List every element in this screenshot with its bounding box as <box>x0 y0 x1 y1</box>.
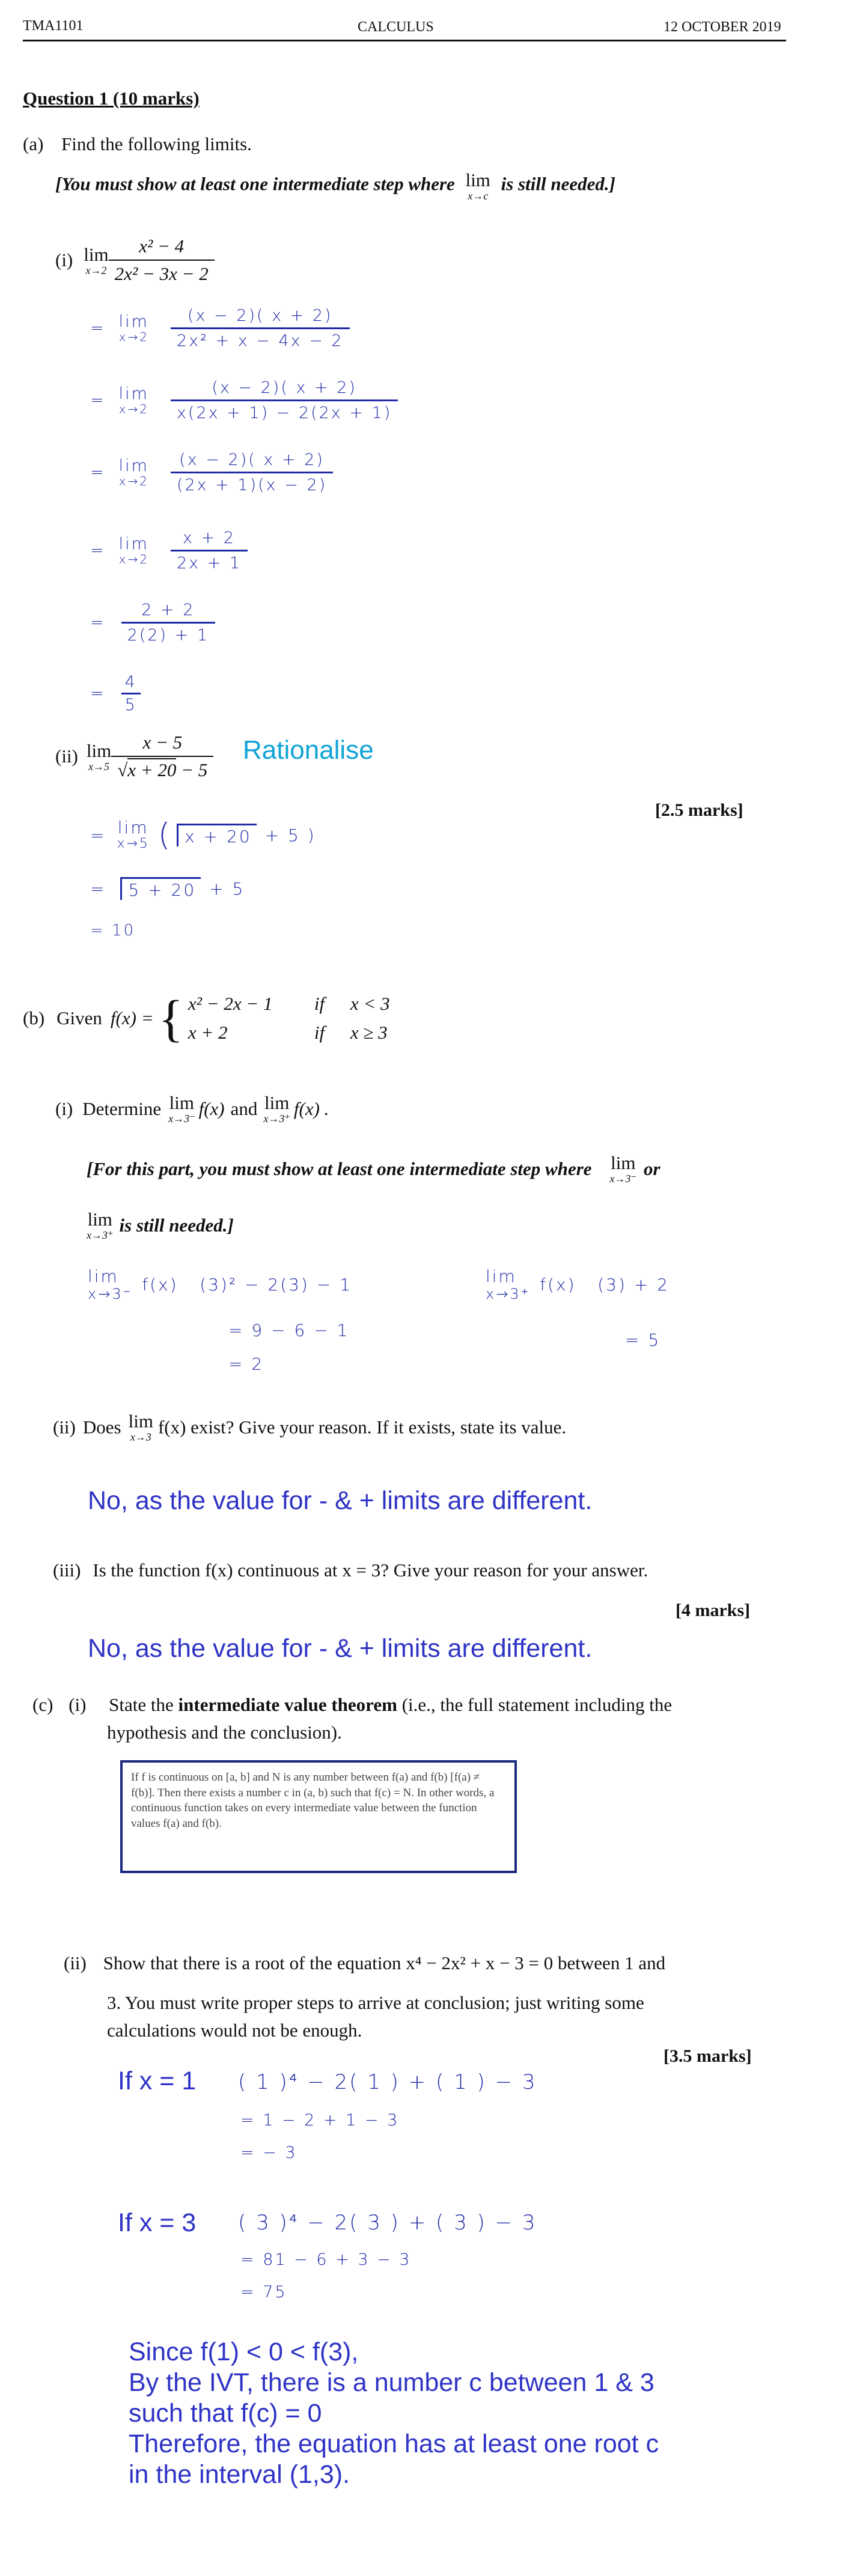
part-a-i-problem <box>55 235 215 285</box>
part-c-ii-line2: 3. You must write proper steps to arrive at conclusion; just writing some <box>107 1992 644 2013</box>
part-c-ii-line3: calculations would not be enough. <box>107 2020 362 2041</box>
part-b-given: (b) Given f(x) = { x² − 2x − 1 if x < 3 x + 2 if x ≥ 3 <box>23 992 422 1044</box>
instruction-text: [You must show at least one intermediate step where <box>55 173 455 195</box>
case1-expr: ( 1 )⁴ − 2( 1 ) + ( 1 ) − 3 <box>238 2070 537 2094</box>
course-code: TMA1101 <box>23 18 84 34</box>
conclusion-line: Since f(1) < 0 < f(3), <box>129 2338 359 2366</box>
fraction: $\frac{\text{x² − 4}}{\text{2x² − 3x − 2}}$ <box>109 235 215 285</box>
step-2: = lim x→2 $\frac{(x - 2)( x + 2)}{x(2x + 1) - 2(2x + 1)}$ <box>90 378 398 422</box>
part-b-label: (b) <box>23 1007 45 1028</box>
part-a-instruction <box>55 171 615 201</box>
part-a-prompt: Find the following limits. <box>61 133 252 154</box>
left-limit-step3: = 2 <box>228 1354 264 1374</box>
step-1: = lim x→2 $\frac{(x - 2)( x + 2)}{\text{2x² + x − 4x − 2}}$ <box>90 306 350 350</box>
conclusion-line: such that f(c) = 0 <box>129 2399 322 2428</box>
part-c-label: (c) <box>32 1694 53 1715</box>
part-a-ii-problem <box>55 732 213 781</box>
ivt-statement: If f is continuous on [a, b] and N is any number between f(a) and f(b) [f(a) ≠ f(b)]. Then there exists a number c in (a, b) such that f(c) = N. In other words, a continuous function takes on every intermediate value between the function values f(a) and f(b). <box>131 1771 495 1830</box>
left-limit-step2: = 9 − 6 − 1 <box>228 1320 350 1340</box>
conclusion-line: By the IVT, there is a number c between 1 & 3 <box>129 2368 654 2397</box>
part-b-i-instruction: [For this part, you must show at least one intermediate step where lim x→3⁻ or <box>87 1152 660 1185</box>
conclusion-line: Therefore, the equation has at least one root c <box>129 2429 659 2458</box>
conclusion-line: in the interval (1,3). <box>129 2460 350 2489</box>
answer-b-ii: No, as the value for - & + limits are different. <box>88 1486 593 1515</box>
left-limit-work: lim x→3⁻ f(x) (3)² − 2(3) − 1 <box>88 1266 352 1302</box>
marks-c: [3.5 marks] <box>663 2046 752 2066</box>
rationalise-note: Rationalise <box>243 735 374 765</box>
step-4: = lim x→2 $\frac{x + 2}{2x + 1}$ <box>90 529 248 573</box>
step-6: = $\frac{4}{5}$ <box>90 673 141 714</box>
part-c-i-line2: hypothesis and the conclusion). <box>107 1722 342 1743</box>
case1-step2: = 1 − 2 + 1 − 3 <box>240 2111 400 2130</box>
part-b-iii-problem: (iii) Is the function f(x) continuous at x = 3? Give your reason for your answer. <box>53 1560 648 1581</box>
case2-step3: = 75 <box>240 2283 287 2301</box>
instruction-text-post: is still needed.] <box>501 173 615 195</box>
piecewise-cases: x² − 2x − 1 if x < 3 x + 2 if x ≥ 3 <box>188 993 390 1043</box>
marks-b: [4 marks] <box>676 1600 751 1620</box>
part-a-label: (a) <box>23 133 44 154</box>
case2-expr: ( 3 )⁴ − 2( 3 ) + ( 3 ) − 3 <box>238 2211 537 2235</box>
marks-a: [2.5 marks] <box>655 800 743 820</box>
part-a-i-label: (i) <box>55 249 73 270</box>
fraction: $\frac{x - 5}{√x + 20 - 5}$ <box>111 732 213 781</box>
subject-title: CALCULUS <box>358 19 434 35</box>
lim-symbol: lim x→5 <box>86 740 112 773</box>
step-ii-3: = 10 <box>90 922 136 940</box>
case1-label: If x = 1 <box>118 2067 197 2095</box>
right-limit-work: lim x→3⁺ f(x) (3) + 2 <box>486 1266 670 1302</box>
lim-symbol: lim x→2 <box>84 243 109 276</box>
step-ii-1: = lim x→5 ( x + 20 + 5 ) <box>90 817 316 853</box>
part-b-ii-problem: (ii) Does lim x→3 f(x) exist? Give your reason. If it exists, state its value. <box>53 1411 567 1443</box>
instruction-lim: lim x→c <box>465 169 490 202</box>
right-limit-step2: = 5 <box>625 1330 661 1350</box>
case2-step2: = 81 − 6 + 3 − 3 <box>240 2250 412 2269</box>
header-rule <box>23 40 786 41</box>
case1-step3: = − 3 <box>240 2143 297 2162</box>
conclusion <box>129 2337 659 2490</box>
part-b-i-problem: (i) Determine lim x→3⁻ f(x) and lim x→3⁺ f(x) . <box>55 1092 329 1125</box>
part-c-i-problem: (c) (i) State the intermediate value theorem (i.e., the full statement including the <box>32 1694 673 1715</box>
step-ii-2: = 5 + 20 + 5 <box>90 877 245 900</box>
answer-b-iii: No, as the value for - & + limits are different. <box>88 1634 593 1663</box>
step-3: = lim x→2 $\frac{(x - 2)( x + 2)}{(2x + 1)(x - 2)}$ <box>90 451 333 494</box>
part-a-ii-label: (ii) <box>55 746 78 767</box>
ivt-statement-box <box>120 1760 517 1873</box>
part-c-ii-line1: (ii) Show that there is a root of the equation x⁴ − 2x² + x − 3 = 0 between 1 and <box>64 1952 666 1973</box>
case2-label: If x = 3 <box>118 2208 197 2237</box>
step-5: = $\frac{2 + 2}{2(2) + 1}$ <box>90 601 215 645</box>
question-title: Question 1 (10 marks) <box>23 88 200 109</box>
exam-date: 12 OCTOBER 2019 <box>663 19 781 35</box>
part-b-i-instruction-line2: lim x→3⁺ is still needed.] <box>87 1209 234 1241</box>
